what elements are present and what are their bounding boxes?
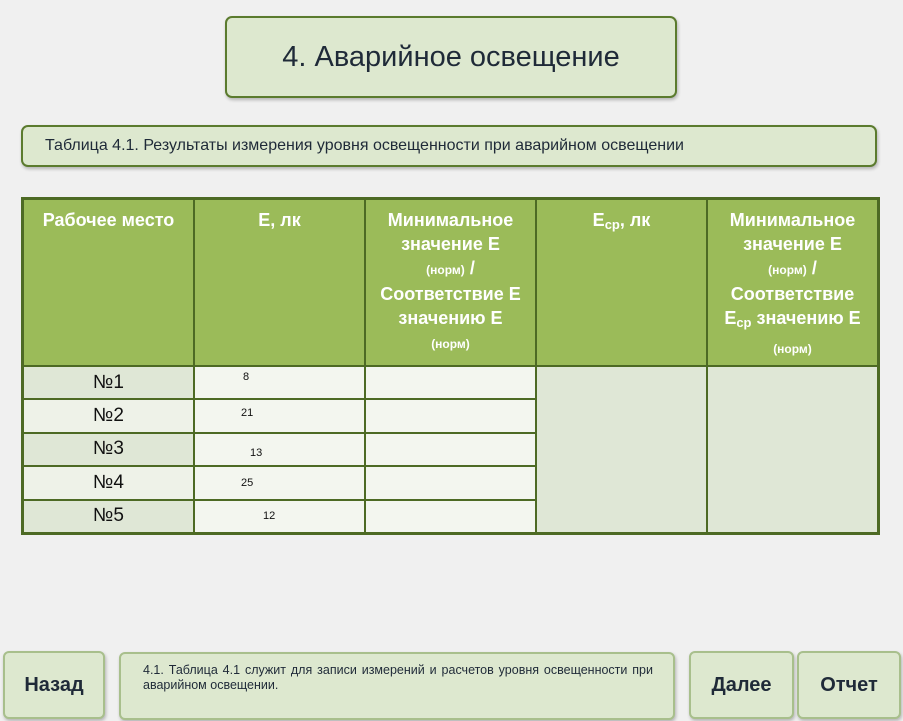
next-button[interactable]: Далее (689, 651, 794, 719)
cell-e[interactable]: 25 (195, 467, 364, 498)
header-e: Е, лк (195, 200, 364, 365)
instruction-note: 4.1. Таблица 4.1 служит для записи измерений и расчетов уровня освещенности при аварийном освещении. (119, 652, 675, 720)
page-title: 4. Аварийное освещение (225, 16, 677, 98)
cell-e[interactable]: 21 (195, 400, 364, 431)
cell-place: №4 (24, 467, 193, 498)
table-header-row (24, 200, 877, 365)
cell-e[interactable]: 12 (195, 501, 364, 532)
cell-min-e[interactable] (366, 501, 535, 532)
back-button[interactable]: Назад (3, 651, 105, 719)
cell-min-e[interactable] (366, 467, 535, 498)
header-place: Рабочее место (24, 200, 193, 365)
cell-ecp[interactable] (537, 367, 706, 532)
cell-min-e[interactable] (366, 367, 535, 398)
cell-place: №5 (24, 501, 193, 532)
header-ecp: $Е_{ср}$, лк (537, 200, 706, 365)
measurement-table (21, 197, 880, 535)
header-min-e: Минимальное значение Е (норм) / Соответствие Е значению Е (норм) (366, 200, 535, 365)
cell-min-ecp[interactable] (708, 367, 877, 532)
cell-min-e[interactable] (366, 434, 535, 465)
cell-min-e[interactable] (366, 400, 535, 431)
table-caption: Таблица 4.1. Результаты измерения уровня освещенности при аварийном освещении (21, 125, 877, 167)
cell-e[interactable]: 13 (195, 434, 364, 465)
cell-place: №3 (24, 434, 193, 465)
cell-place: №1 (24, 367, 193, 398)
report-button[interactable]: Отчет (797, 651, 901, 719)
table-row (24, 367, 877, 398)
header-min-ecp: Минимальное значение Е (норм) / Соответствие $Е_{ср}$ значению Е (норм) (708, 200, 877, 365)
cell-place: №2 (24, 400, 193, 431)
cell-e[interactable]: 8 (195, 367, 364, 398)
